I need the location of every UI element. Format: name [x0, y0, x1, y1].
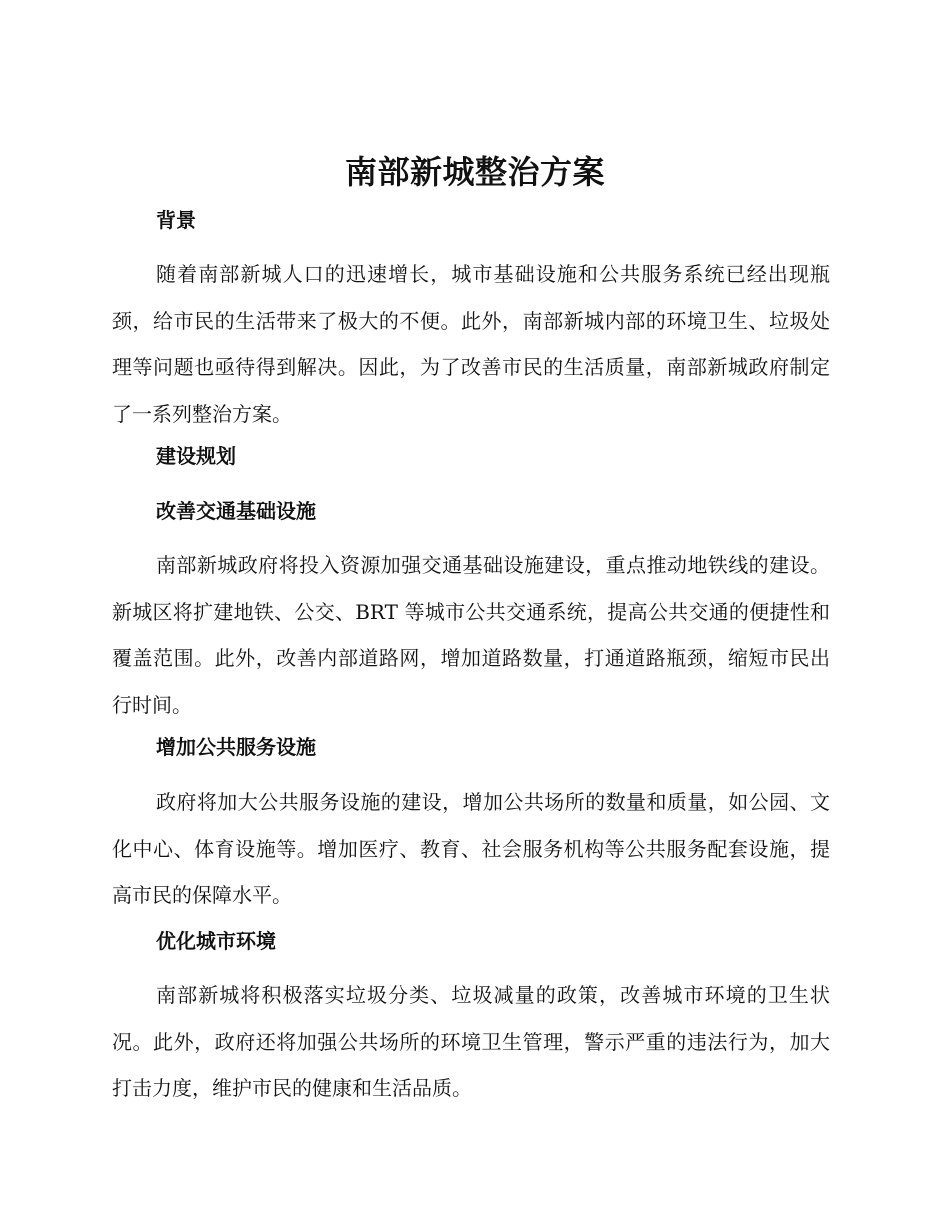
section-body-background: 随着南部新城人口的迅速增长，城市基础设施和公共服务系统已经出现瓶颈，给市民的生活带来了极大的不便。此外，南部新城内部的环境卫生、垃圾处理等问题也亟待得到解决。因此，为了改善市民的生活质量，南部新城政府制定了一系列整治方案。 [112, 262, 830, 426]
section-body-public-services: 政府将加大公共服务设施的建设，增加公共场所的数量和质量，如公园、文化中心、体育设施等。增加医疗、教育、社会服务机构等公共服务配套设施，提高市民的保障水平。 [112, 790, 830, 907]
section-heading-construction-plan: 建设规划 [156, 444, 236, 468]
section-body-transport: 南部新城政府将投入资源加强交通基础设施建设，重点推动地铁线的建设。新城区将扩建地铁、公交、BRT 等城市公共交通系统，提高公共交通的便捷性和覆盖范围。此外，改善内部道路网，增加道路数量，打通道路瓶颈，缩短市民出行时间。 [112, 553, 830, 717]
section-heading-background: 背景 [156, 208, 196, 232]
section-heading-transport: 改善交通基础设施 [156, 499, 316, 523]
section-body-environment: 南部新城将积极落实垃圾分类、垃圾减量的政策，改善城市环境的卫生状况。此外，政府还将加强公共场所的环境卫生管理，警示严重的违法行为，加大打击力度，维护市民的健康和生活品质。 [112, 983, 830, 1100]
section-heading-environment: 优化城市环境 [156, 929, 276, 953]
section-heading-public-services: 增加公共服务设施 [156, 735, 316, 759]
document-title: 南部新城整治方案 [344, 153, 605, 191]
